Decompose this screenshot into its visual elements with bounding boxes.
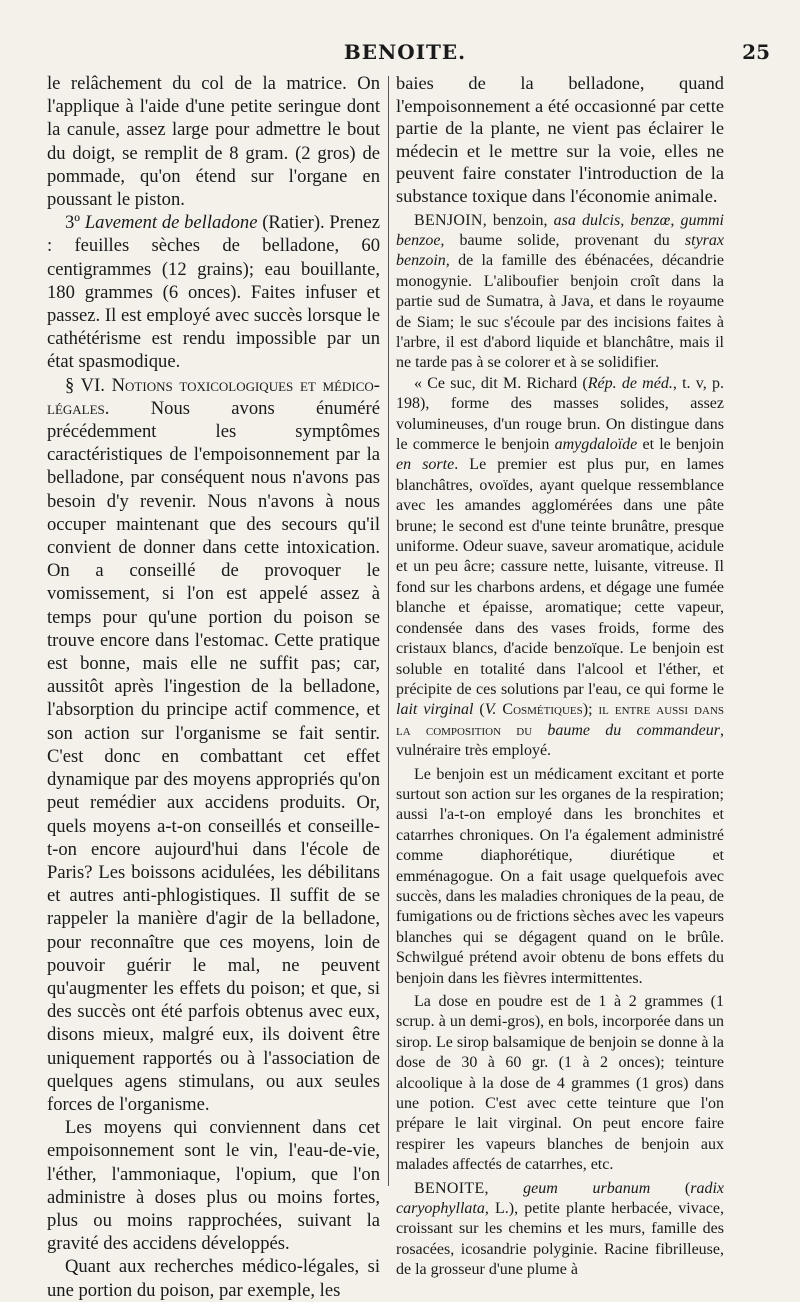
latin-name: geum urbanum: [523, 1179, 651, 1197]
latin-name: radix caryophyllata: [396, 1179, 724, 1218]
term: lait virginal: [396, 701, 474, 719]
text: Cosmétiques); il entre aussi dans la composition du: [396, 701, 725, 739]
section-number: § VI.: [65, 374, 105, 396]
page-title: BENOITE.: [343, 40, 467, 64]
text: ,: [484, 1179, 524, 1197]
text: de la famille des ébénacées, décandrie monogynie. L'aliboufier benjoin croît dans la partie sud de Sumatra, à Java, et dans le royaume de Siam; le suc s'écoule par des incisions faites à l'arbre, il est d'abord liquide et blanchâtre, mais il ne tarde pas à se colorer et à se solidifier.: [396, 252, 724, 372]
text: baume solide, provenant du: [444, 231, 685, 249]
entry-headword: BENOITE: [414, 1179, 485, 1197]
paragraph-text: (Ratier). Prenez : feuilles sèches de belladone, 60 centigrammes (12 grains); eau bouillante, 180 grammes (6 onces). Faites infuser et passez. Il est employé avec succès lorsque le cathétérisme est rendu impossible par un état spasmodique.: [47, 212, 380, 373]
paragraph: baies de la belladone, quand l'empoisonnement a été occasionné par cette partie de la plante, ne vient pas éclairer le médecin et le mettre sur la voie, elles ne peuvent faire constater l'introduction de la substance toxique dans l'économie animale.: [396, 73, 724, 206]
left-column: [47, 72, 380, 1302]
term: en sorte: [396, 456, 455, 474]
text: , t. v, p. 198), forme des masses solides, assez volumineuses, d'un rouge brun. On distingue dans le commerce le benjoin: [396, 374, 724, 454]
text: , benzoin,: [482, 211, 554, 229]
text: (: [473, 701, 485, 719]
running-head: [40, 40, 770, 68]
right-column: [396, 72, 724, 1281]
paragraph: le relâchement du col de la matrice. On l'applique à l'aide d'une petite seringue dont la canule, assez large pour admettre le bout du doigt, se remplit de 8 gram. (2 gros) de pommade, qu'on étend sur l'organe en poussant le piston.: [47, 73, 380, 211]
text: (: [650, 1179, 691, 1197]
paragraph: La dose en poudre est de 1 à 2 grammes (1 scrup. à un demi-gros), en bols, incorporée dans un sirop. Le sirop balsamique de benjoin se donne à la dose de 30 à 60 gr. (1 à 2 onces); teinture alcoolique à la dose de 4 grammes (1 gros) dans une potion. C'est avec cette teinture que l'on prépare le lait virginal. On peut encore faire respirer les vapeurs blanches de benjoin aux malades affectés de catarrhes, etc.: [396, 993, 724, 1174]
latin-name: asa dulcis, benzœ, gummi benzoe,: [396, 211, 725, 249]
item-number: 3º: [65, 212, 81, 234]
column-divider: [388, 76, 389, 1186]
text: « Ce suc, dit M. Richard (: [414, 374, 588, 392]
paragraph: Quant aux recherches médico-légales, si une portion du poison, par exemple, les: [47, 1256, 380, 1301]
quotation-richard: [396, 374, 724, 762]
paragraph-lavement: [47, 211, 380, 373]
entry-headword: BENJOIN: [414, 211, 483, 229]
cross-ref: V.: [484, 701, 497, 719]
page-number: 25: [742, 40, 770, 64]
text: . Le premier est plus pur, en lames blanchâtres, ovoïdes, ayant quelque ressemblance avec les amandes agglomérées dans une pâte brune; le second est d'une teinte brunâtre, presque uniforme. Odeur suave, saveur aromatique, acidule et un peu âcre; cassure nette, luisante, vitreuse. Il fond sur les charbons ardens, et dégage une fumée blanche et épaisse, aromatique; cette vapeur, condensée dans des vases froids, forme des cristaux blancs, d'acide benzoïque. Le benjoin est soluble en totalité dans l'alcool et l'éther, et précipite de ces solutions par l'eau, ce qui forme le: [396, 456, 724, 698]
paragraph: Le benjoin est un médicament excitant et porte surtout son action sur les organes de la respiration; aussi l'a-t-on employé dans les bronchites et catarrhes chroniques. On l'a également administré comme diaphorétique, diurétique et emménagogue. On a fait usage quelquefois avec succès, dans les maladies chroniques de la peau, de fumigations ou de frictions sèches avec les vapeurs blanches qui se dégagent quand on le brûle. Schwilgué prétend avoir obtenu de bons effets du benjoin dans les fièvres intermittentes.: [396, 765, 724, 987]
term: baume du commandeur: [547, 721, 720, 739]
entry-benoite: [396, 1179, 724, 1281]
term: amygdaloïde: [554, 436, 638, 454]
text: , L.), petite plante herbacée, vivace, croissant sur les chemins et les murs, famille des rosacées, icosandrie polyginie. Racine fibrilleuse, de la grosseur d'une plume à: [396, 1200, 724, 1279]
section-vi: [47, 374, 380, 1117]
text: et le benjoin: [637, 436, 724, 454]
entry-benjoin: [396, 211, 724, 374]
latin-name: styrax benzoin,: [396, 231, 724, 270]
paragraph-text: Nous avons énuméré précédemment les symptômes caractéristiques de l'empoisonnement par la belladone, par conséquent nous n'avons pas besoin d'y revenir. Nous n'avons à nous occuper maintenant que des secours qu'il convient de donner dans cette intoxication. On a conseillé de provoquer le vomissement, si l'on est appelé assez à temps pour qu'une portion du poison se trouve encore dans l'estomac. Cette pratique est bonne, mais elle ne suffit pas; car, aussitôt après l'ingestion de la belladone, l'absorption du principe actif commence, et son action sur l'organisme se fait sentir. C'est donc en combattant cet effet dynamique par des moyens appropriés qu'on peut remédier aux accidens produits. Or, quels moyens a-t-on conseillés et conseille-t-on encore aujourd'hui dans l'école de Paris? Les boissons acidulées, les débilitans et autres anti-phlogistiques. Il suffit de se rappeler la manière d'agir de la belladone, pour reconnaître que ces moyens, loin de pouvoir guérir le mal, ne peuvent qu'augmenter les effets du poison; et que, si des succès ont été parfois obtenus avec eux, disons mieux, malgré eux, ils doivent être uniquement rapportés ou à l'association de quelques agens stimulans, ou aux seules forces de l'organisme.: [47, 397, 380, 1115]
paragraph: Les moyens qui conviennent dans cet empoisonnement sont le vin, l'eau-de-vie, l'éther, l'ammoniaque, l'opium, que l'on administre à doses plus ou moins fortes, plus ou moins rapprochées, suivant la gravité des accidens développés.: [47, 1117, 380, 1255]
text: , vulnéraire très employé.: [396, 721, 724, 760]
citation: Rép. de méd.: [587, 374, 673, 392]
section-heading: Notions toxicologiques et médico-légales.: [47, 374, 380, 419]
item-title: Lavement de belladone: [84, 212, 258, 234]
